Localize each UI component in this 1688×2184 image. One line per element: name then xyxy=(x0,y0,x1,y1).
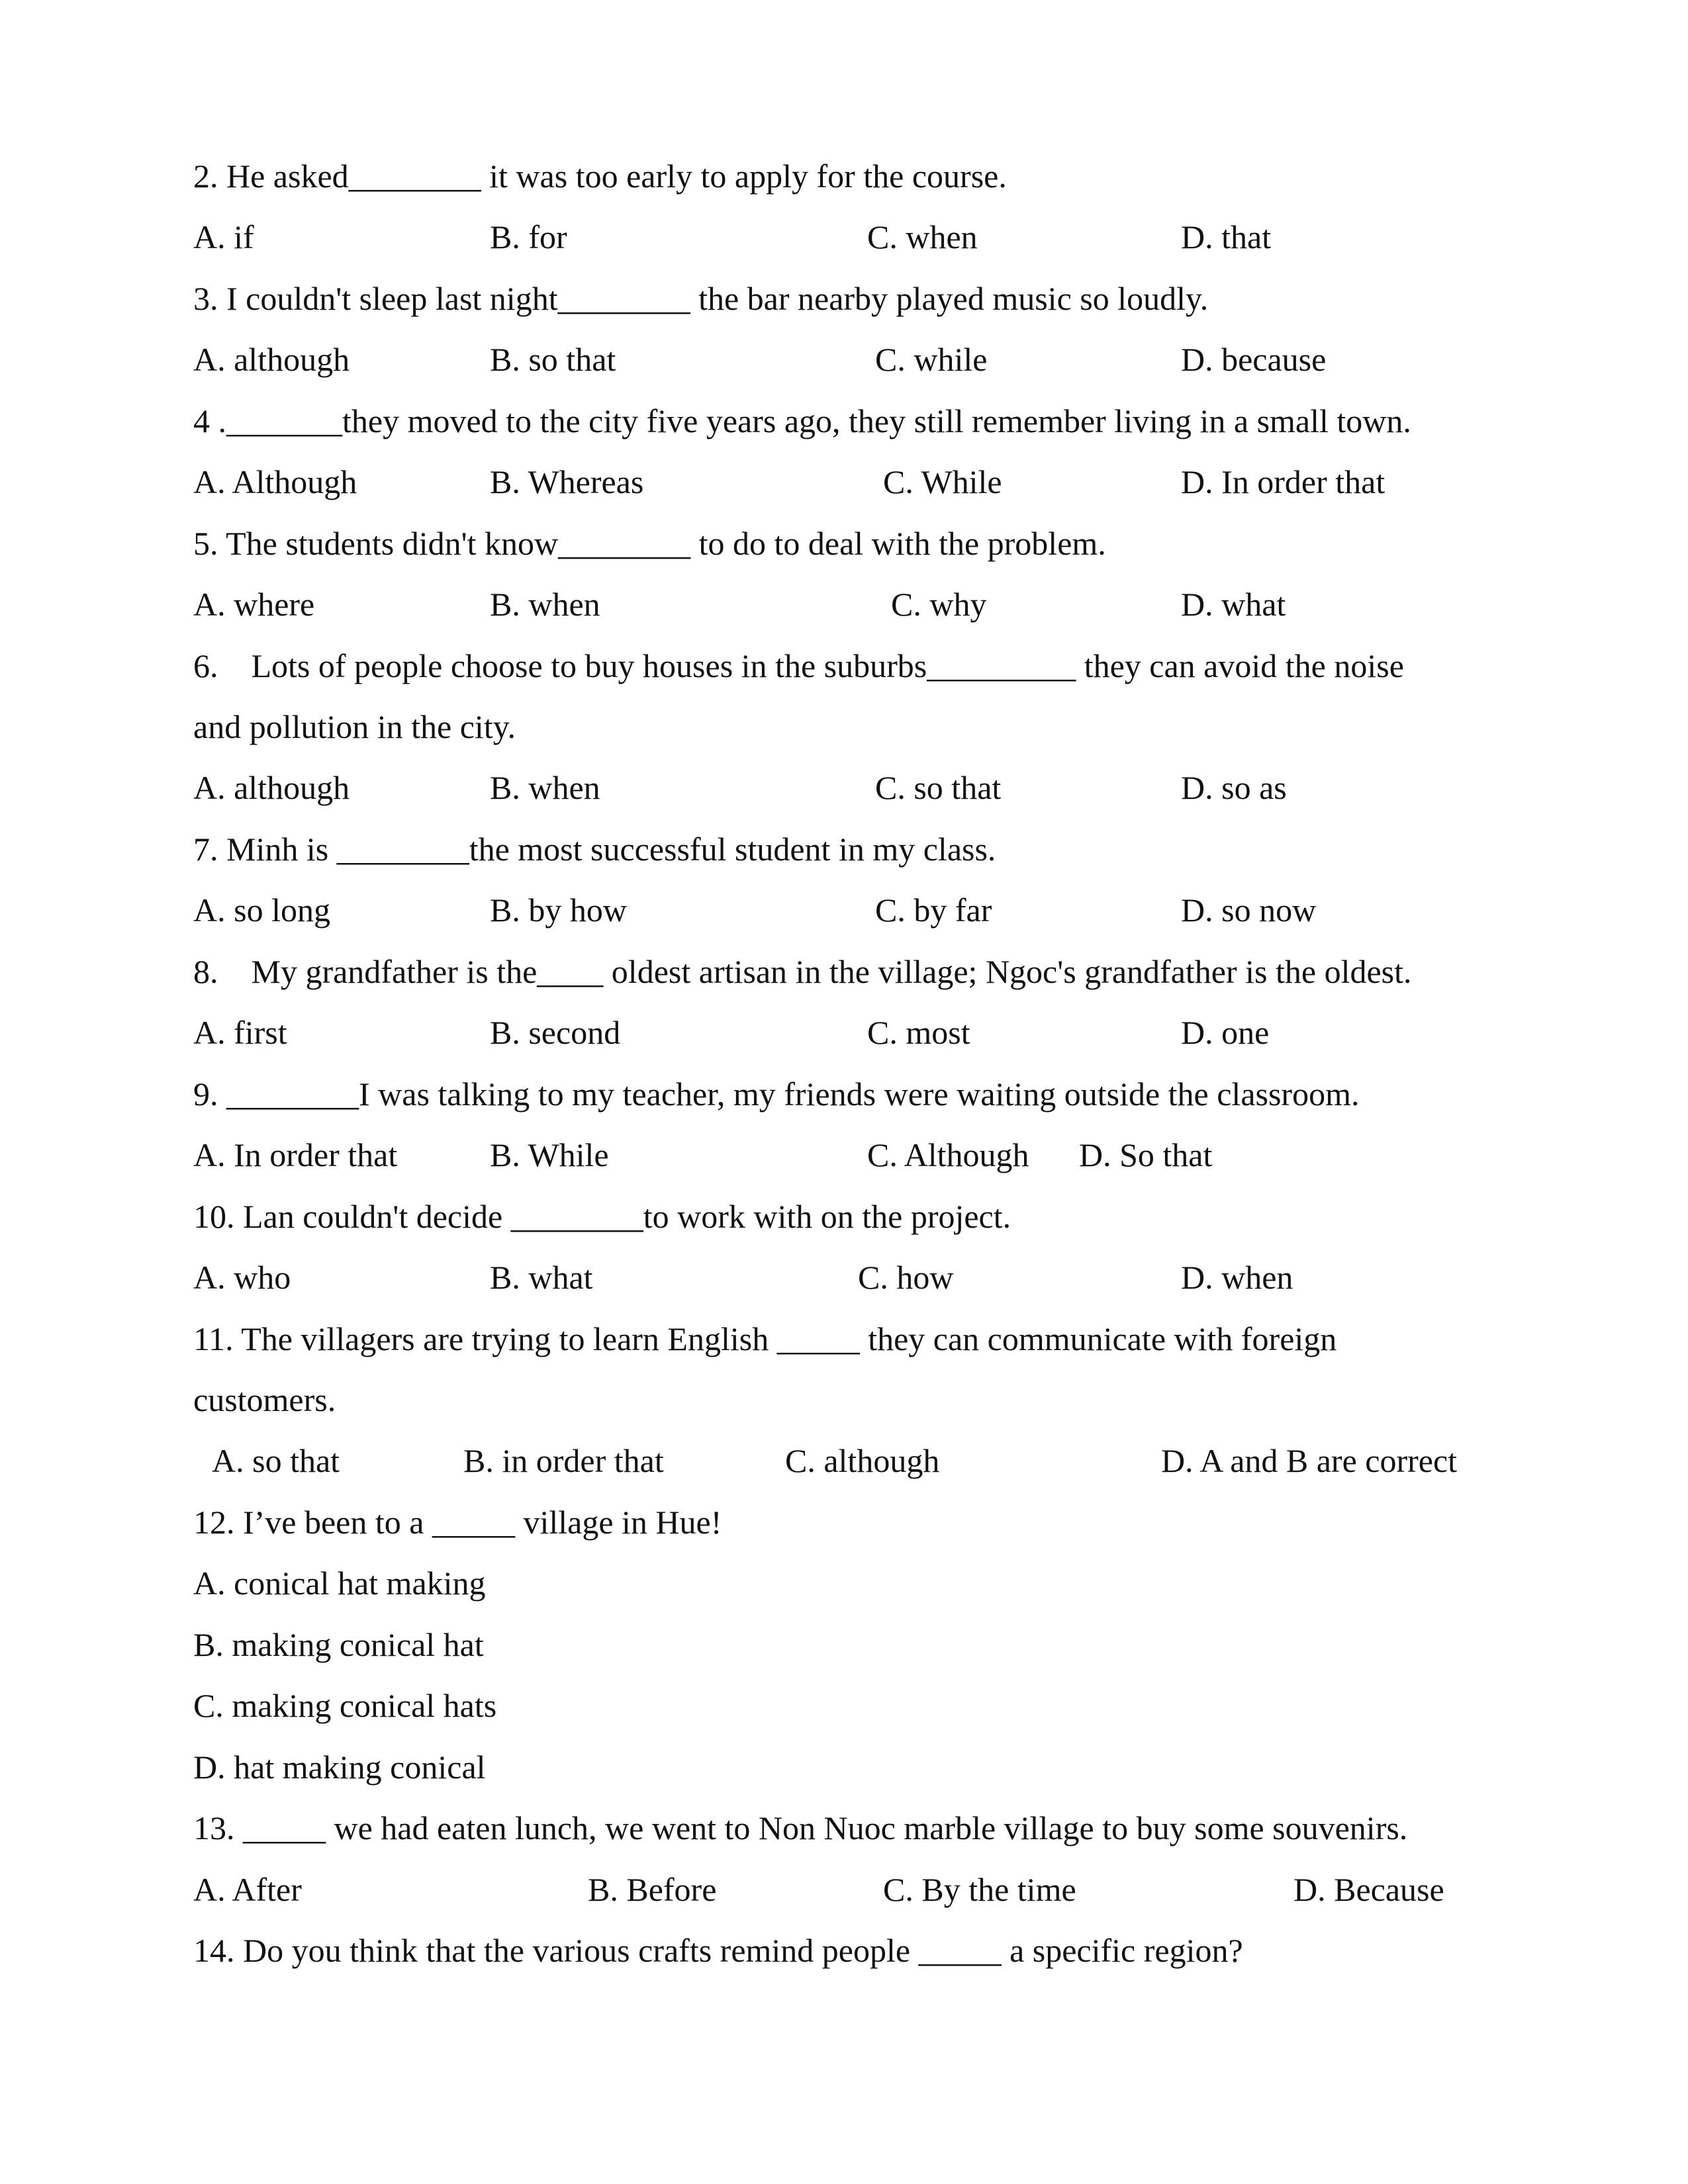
q5-option-b: B. when xyxy=(490,586,600,623)
q7-option-a: A. so long xyxy=(193,891,330,929)
q3-option-a: A. although xyxy=(193,341,350,378)
q7-option-c: C. by far xyxy=(875,891,992,929)
q4-option-d: D. In order that xyxy=(1181,463,1385,500)
q6-option-d: D. so as xyxy=(1181,769,1287,806)
q12-option-a: A. conical hat making xyxy=(193,1565,486,1602)
q3-option-b: B. so that xyxy=(490,341,616,378)
question-12: 12. I’ve been to a _____ village in Hue! xyxy=(193,1504,722,1541)
q10-option-a: A. who xyxy=(193,1259,291,1296)
q12-option-d: D. hat making conical xyxy=(193,1749,486,1786)
q8-option-b: B. second xyxy=(490,1014,621,1051)
q13-option-d: D. Because xyxy=(1293,1871,1444,1908)
q4-option-c: C. While xyxy=(883,463,1002,500)
q2-option-c: C. when xyxy=(867,218,978,255)
q7-option-d: D. so now xyxy=(1181,891,1317,929)
question-6: 6. Lots of people choose to buy houses in the suburbs_________ they can avoid the noise xyxy=(193,647,1404,684)
q3-option-c: C. while xyxy=(875,341,988,378)
q10-option-c: C. how xyxy=(858,1259,954,1296)
question-11: 11. The villagers are trying to learn English _____ they can communicate with foreign xyxy=(193,1320,1337,1357)
question-7: 7. Minh is ________the most successful student in my class. xyxy=(193,831,996,868)
q2-option-d: D. that xyxy=(1181,218,1272,255)
q7-option-b: B. by how xyxy=(490,891,627,929)
q2-option-b: B. for xyxy=(490,218,567,255)
q5-option-c: C. why xyxy=(891,586,987,623)
q13-option-b: B. Before xyxy=(588,1871,717,1908)
q3-option-d: D. because xyxy=(1181,341,1327,378)
q9-option-d: D. So that xyxy=(1079,1136,1213,1173)
question-14: 14. Do you think that the various crafts remind people _____ a specific region? xyxy=(193,1932,1243,1969)
q8-option-a: A. first xyxy=(193,1014,287,1051)
q5-option-a: A. where xyxy=(193,586,315,623)
question-10: 10. Lan couldn't decide ________to work with on the project. xyxy=(193,1198,1011,1235)
q9-option-c: C. Although xyxy=(867,1136,1029,1173)
q6-option-c: C. so that xyxy=(875,769,1002,806)
q10-option-d: D. when xyxy=(1181,1259,1293,1296)
q11-option-c: C. although xyxy=(785,1442,940,1479)
q12-option-c: C. making conical hats xyxy=(193,1687,497,1724)
q5-option-d: D. what xyxy=(1181,586,1286,623)
question-11-continued: customers. xyxy=(193,1381,336,1418)
question-4: 4 ._______they moved to the city five years ago, they still remember living in a small town. xyxy=(193,402,1411,439)
question-6-continued: and pollution in the city. xyxy=(193,708,516,745)
question-2: 2. He asked________ it was too early to apply for the course. xyxy=(193,158,1007,195)
question-8: 8. My grandfather is the____ oldest artisan in the village; Ngoc's grandfather is the oldest. xyxy=(193,953,1412,990)
question-5: 5. The students didn't know________ to do to deal with the problem. xyxy=(193,525,1106,562)
q13-option-c: C. By the time xyxy=(883,1871,1076,1908)
q12-option-b: B. making conical hat xyxy=(193,1626,484,1663)
q9-option-a: A. In order that xyxy=(193,1136,398,1173)
q6-option-b: B. when xyxy=(490,769,600,806)
q11-option-b: B. in order that xyxy=(463,1442,664,1479)
q8-option-d: D. one xyxy=(1181,1014,1270,1051)
question-13: 13. _____ we had eaten lunch, we went to Non Nuoc marble village to buy some souvenirs. xyxy=(193,1809,1408,1846)
q4-option-b: B. Whereas xyxy=(490,463,644,500)
q8-option-c: C. most xyxy=(867,1014,970,1051)
q13-option-a: A. After xyxy=(193,1871,302,1908)
q10-option-b: B. what xyxy=(490,1259,593,1296)
q11-option-d: D. A and B are correct xyxy=(1161,1442,1458,1479)
q11-option-a: A. so that xyxy=(212,1442,340,1479)
question-9: 9. ________I was talking to my teacher, my friends were waiting outside the classroom. xyxy=(193,1075,1360,1113)
question-3: 3. I couldn't sleep last night________ the bar nearby played music so loudly. xyxy=(193,280,1209,317)
q9-option-b: B. While xyxy=(490,1136,609,1173)
q6-option-a: A. although xyxy=(193,769,350,806)
q4-option-a: A. Although xyxy=(193,463,357,500)
q2-option-a: A. if xyxy=(193,218,254,255)
